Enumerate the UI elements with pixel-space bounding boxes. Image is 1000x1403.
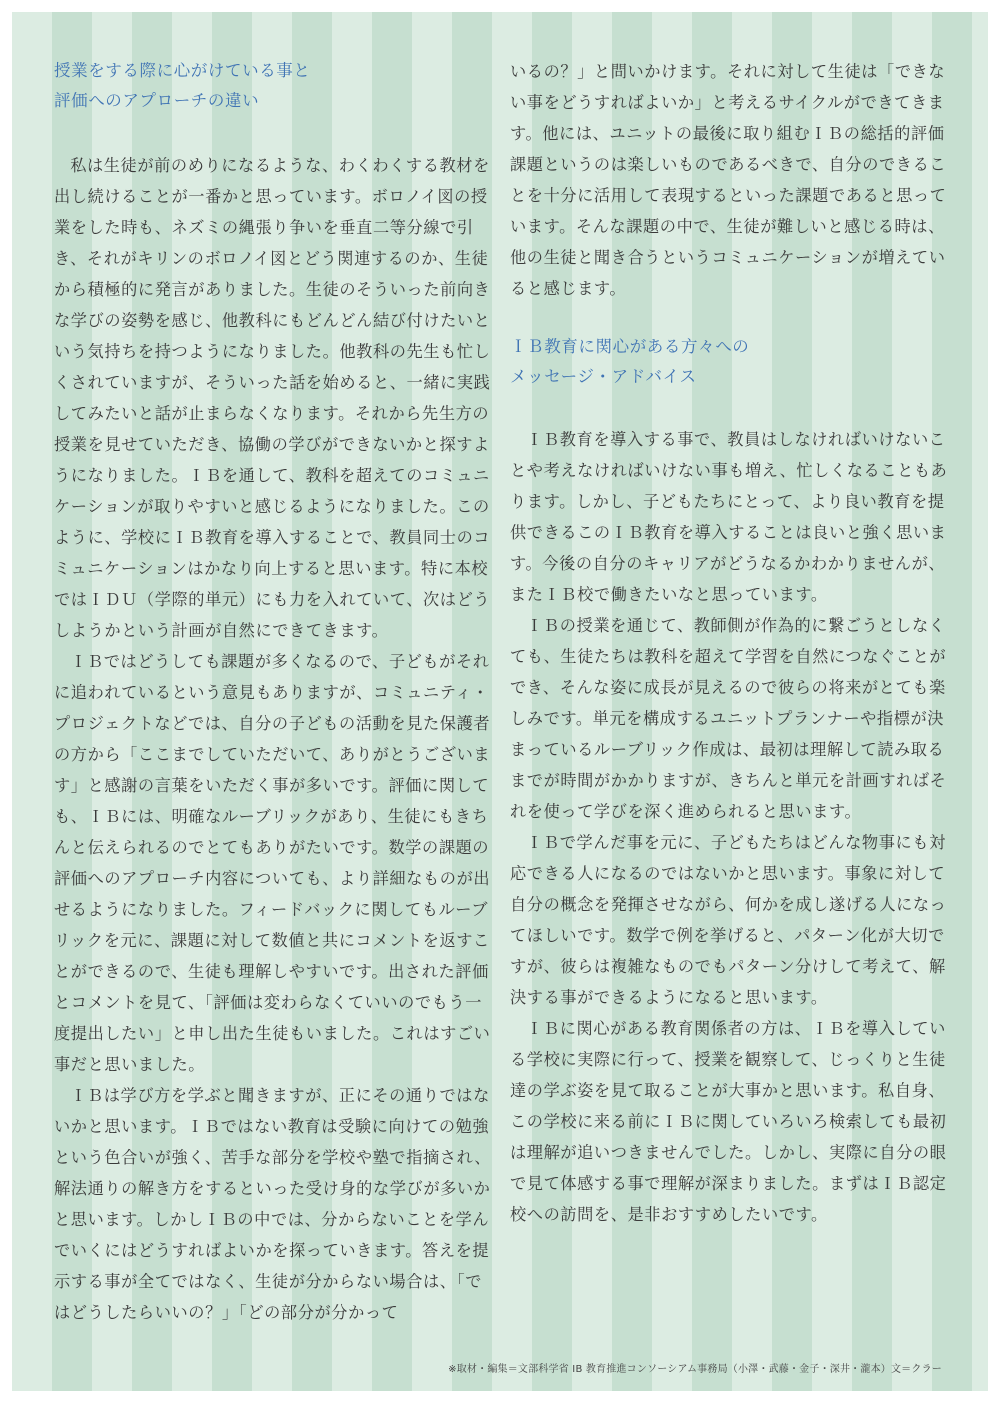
page-background <box>12 12 988 1391</box>
heading-line: メッセージ・アドバイス <box>510 367 697 386</box>
body-paragraph: ＩＢに関心がある教育関係者の方は、ＩＢを導入している学校に実際に行って、授業を観察して、じっくりと生徒達の学ぶ姿を見て取ることが大事かと思います。私自身、この学校に来る前にＩＢに関していろいろ検索しても最初は理解が追いつきませんでした。しかし、実際に自分の眼で見て体感する事で理解が深まりました。まずはＩＢ認定校への訪問を、是非おすすめしたいです。 <box>510 1019 947 1224</box>
body-paragraph: ＩＢで学んだ事を元に、子どもたちはどんな物事にも対応できる人になるのではないかと思います。事象に対して自分の概念を発揮させながら、何かを成し遂げる人になってほしいです。数学で例を挙げると、パターン化が大切ですが、彼らは複雑なものでもパターン分けして考えて、解決する事ができるようになると思います。 <box>510 833 947 1007</box>
heading-line: 授業をする際に心がけている事と <box>54 61 311 80</box>
section-heading-teaching-approach <box>54 56 494 116</box>
body-paragraph: ＩＢの授業を通じて、教師側が作為的に繋ごうとしなくても、生徒たちは教科を超えて学習を自然につなぐことができ、そんな姿に成長が見えるので彼らの将来がとても楽しみです。単元を構成するユニットプランナーや指標が決まっているルーブリック作成は、最初は理解して読み取るまでが時間がかかりますが、きちんと単元を計画すればそれを使って学びを深く進められると思います。 <box>510 616 947 821</box>
body-paragraph-continued: いるの？」と問いかけます。それに対して生徒は「できない事をどうすればよいか」と考えるサイクルができてきます。他には、ユニットの最後に取り組むＩＢの総括的評価課題というのは楽しいものであるべきで、自分のできることを十分に活用して表現するといった課題であると思っています。そんな課題の中で、生徒が難しいと感じる時は、他の生徒と聞き合うというコミュニケーションが増えていると感じます。 <box>510 62 947 298</box>
body-paragraph: ＩＢではどうしても課題が多くなるので、子どもがそれに追われているという意見もありますが、コミュニティ・プロジェクトなどでは、自分の子どもの活動を見た保護者の方から「ここまでしていただいて、ありがとうございます」と感謝の言葉をいただく事が多いです。評価に関しても、ＩＢには、明確なルーブリックがあり、生徒にもきちんと伝えられるのでとてもありがたいです。数学の課題の評価へのアプローチ内容についても、より詳細なものが出せるようになりました。フィードバックに関してもルーブリックを元に、課題に対して数値と共にコメントを返すことができるので、生徒も理解しやすいです。出された評価とコメントを見て、「評価は変わらなくていいのでもう一度提出したい」と申し出た生徒もいました。これはすごい事だと思いました。 <box>54 652 491 1074</box>
heading-line: 評価へのアプローチの違い <box>54 91 260 110</box>
right-column <box>510 56 950 1230</box>
body-paragraph: ＩＢ教育を導入する事で、教員はしなければいけないことや考えなければいけない事も増え、忙しくなることもあります。しかし、子どもたちにとって、より良い教育を提供できるこのＩＢ教育を導入することは良いと強く思います。今後の自分のキャリアがどうなるかわかりませんが、またＩＢ校で働きたいなと思っています。 <box>510 430 948 604</box>
left-column <box>54 56 494 1328</box>
body-paragraph: ＩＢは学び方を学ぶと聞きますが、正にその通りではないかと思います。ＩＢではない教育は受験に向けての勉強という色合いが強く、苦手な部分を学校や塾で指摘され、解法通りの解き方をするといった受け身的な学びが多いかと思います。しかしＩＢの中では、分からないことを学んでいくにはどうすればよいかを探っていきます。答えを提示する事が全てではなく、生徒が分からない場合は、「ではどうしたらいいの？」「どの部分が分かって <box>54 1086 492 1322</box>
heading-line: ＩＢ教育に関心がある方々への <box>510 337 750 356</box>
body-paragraph: 私は生徒が前のめりになるような、わくわくする教材を出し続けることが一番かと思っています。ボロノイ図の授業をした時も、ネズミの縄張り争いを垂直二等分線で引き、それがキリンのボロノイ図とどう関連するのか、生徒から積極的に発言がありました。生徒のそういった前向きな学びの姿勢を感じ、他教科にもどんどん結び付けたいという気持ちを持つようになりました。他教科の先生も忙しくされていますが、そういった話を始めると、一緒に実践してみたいと話が止まらなくなります。それから先生方の授業を見せていただき、協働の学びができないかと探すようになりました。ＩＢを通して、教科を超えてのコミュニケーションが取りやすいと感じるようになりました。このように、学校にＩＢ教育を導入することで、教員同士のコミュニケーションはかなり向上すると思います。特に本校ではＩＤＵ（学際的単元）にも力を入れていて、次はどうしようかという計画が自然にできてきます。 <box>54 156 491 640</box>
footer-credit: ※取材・編集＝文部科学省 IB 教育推進コンソーシアム事務局（小澤・武藤・金子・深井・瀧本）文＝クラー <box>448 1364 942 1375</box>
section-heading-message-advice <box>510 332 950 392</box>
